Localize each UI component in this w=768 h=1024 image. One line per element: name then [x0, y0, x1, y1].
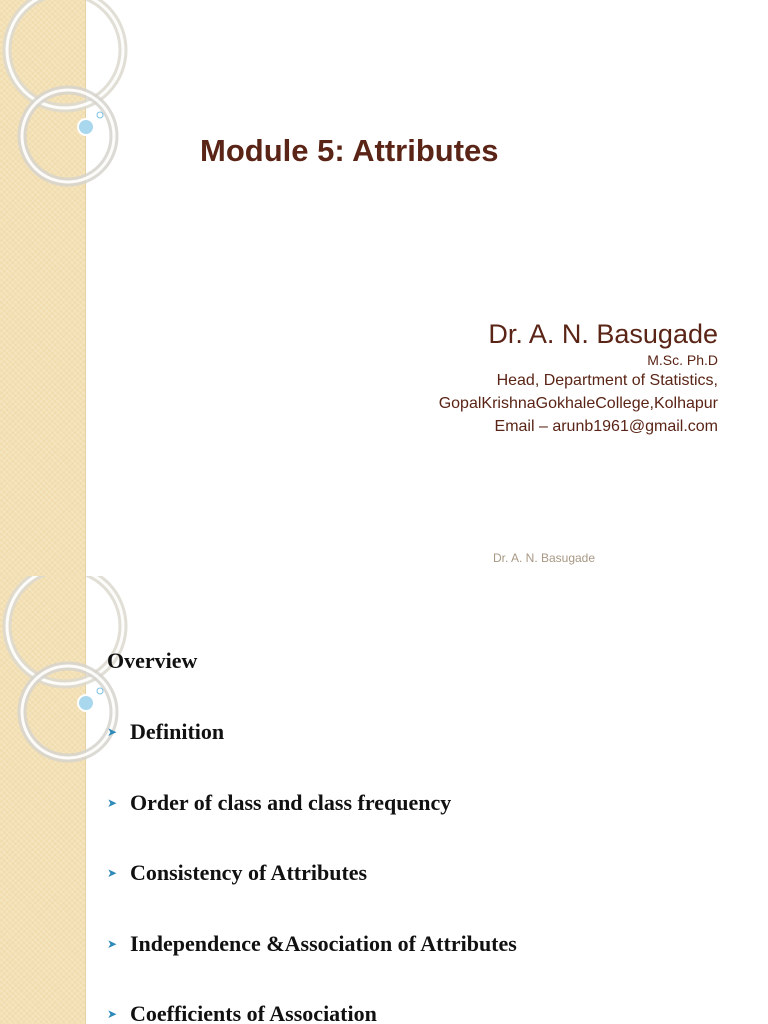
arrow-bullet-icon: ➤: [107, 795, 118, 810]
bullet-text: Independence &Association of Attributes: [130, 930, 517, 956]
decorative-rings: [0, 0, 130, 200]
author-name: Dr. A. N. Basugade: [488, 319, 718, 349]
list-item: [107, 1000, 517, 1024]
author-email: Email – arunb1961@gmail.com: [494, 418, 718, 435]
blue-dot-icon: [78, 695, 94, 711]
arrow-bullet-icon: ➤: [107, 866, 118, 880]
list-item: [107, 789, 517, 860]
slide-title: Module 5: Attributes: [200, 133, 499, 168]
slide-footer: Dr. A. N. Basugade: [492, 551, 596, 565]
overview-bullet-list: [107, 718, 517, 1024]
bullet-text: Order of class and class frequency: [130, 789, 452, 815]
list-item: [107, 930, 517, 1001]
overview-slide: [0, 576, 768, 1024]
author-info: [439, 318, 718, 438]
bullet-text: Coefficients of Association: [130, 1001, 377, 1024]
arrow-bullet-icon: ➤: [107, 725, 118, 739]
list-item: [107, 859, 517, 930]
author-institution: GopalKrishnaGokhaleCollege,Kolhapur: [438, 395, 718, 412]
overview-heading: Overview: [107, 648, 198, 673]
blue-dot-icon: [78, 119, 94, 135]
author-qualification: M.Sc. Ph.D: [647, 352, 718, 368]
arrow-bullet-icon: ➤: [107, 936, 118, 951]
arrow-bullet-icon: ➤: [107, 1007, 118, 1021]
author-position: Head, Department of Statistics,: [496, 372, 718, 389]
bullet-text: Definition: [130, 719, 225, 744]
list-item: [107, 718, 517, 789]
bullet-text: Consistency of Attributes: [130, 860, 368, 885]
